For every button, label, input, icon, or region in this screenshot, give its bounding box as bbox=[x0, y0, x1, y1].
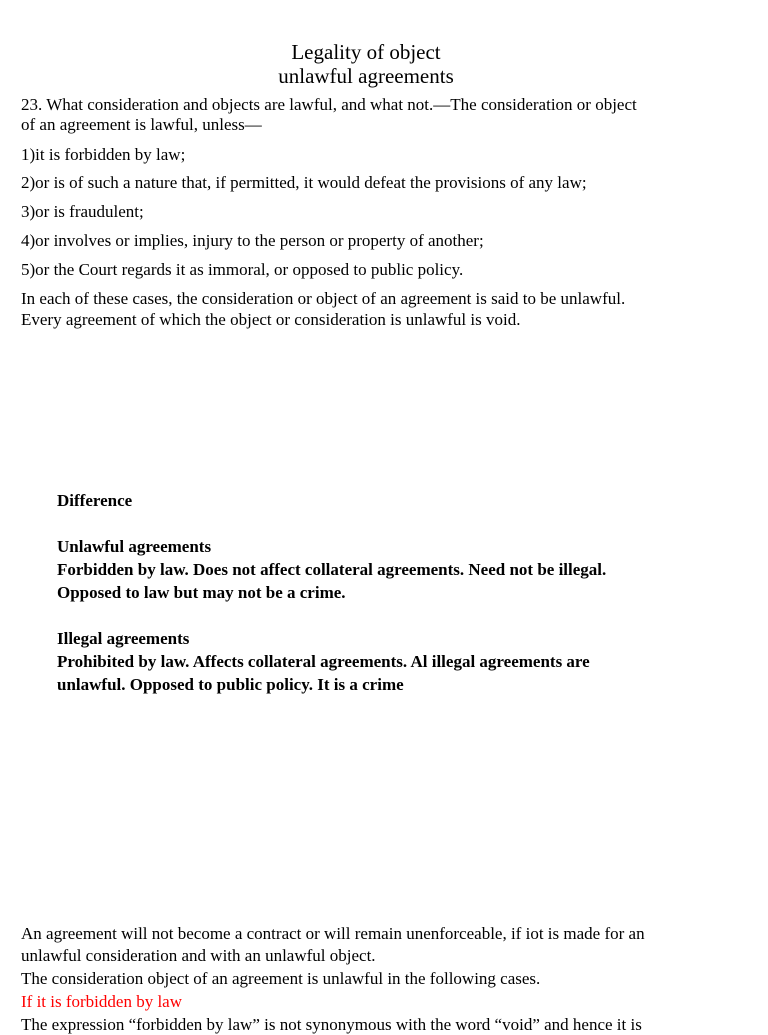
footer-line-cut: The expression “forbidden by law” is not synonymous with the word “void” and hence it is bbox=[21, 1015, 642, 1034]
unlawful-agreements-line-2: Opposed to law but may not be a crime. bbox=[57, 583, 346, 602]
section-23-heading-line-1: 23. What consideration and objects are lawful, and what not.—The consideration or object bbox=[21, 95, 637, 114]
list-item-1: 1)it is forbidden by law; bbox=[21, 145, 186, 164]
illegal-agreements-line-2: unlawful. Opposed to public policy. It is a crime bbox=[57, 675, 404, 694]
list-item-2: 2)or is of such a nature that, if permitted, it would defeat the provisions of any law; bbox=[21, 173, 587, 192]
document-subtitle: unlawful agreements bbox=[278, 64, 454, 88]
footer-line-3: The consideration object of an agreement is unlawful in the following cases. bbox=[21, 969, 541, 988]
list-item-5: 5)or the Court regards it as immoral, or opposed to public policy. bbox=[21, 260, 464, 279]
section-23-heading-line-2: of an agreement is lawful, unless— bbox=[21, 115, 262, 134]
unlawful-agreements-line-1: Forbidden by law. Does not affect collateral agreements. Need not be illegal. bbox=[57, 560, 607, 579]
conclusion-line-1: In each of these cases, the consideration or object of an agreement is said to be unlawful. bbox=[21, 289, 626, 308]
unlawful-agreements-title: Unlawful agreements bbox=[57, 537, 212, 556]
document-title: Legality of object bbox=[291, 40, 441, 64]
illegal-agreements-line-1: Prohibited by law. Affects collateral agreements. Al illegal agreements are bbox=[57, 652, 590, 671]
footer-line-1: An agreement will not become a contract or will remain unenforceable, if iot is made for an bbox=[21, 924, 645, 943]
footer-line-2: unlawful consideration and with an unlawful object. bbox=[21, 946, 376, 965]
list-item-4: 4)or involves or implies, injury to the person or property of another; bbox=[21, 231, 484, 250]
list-item-3: 3)or is fraudulent; bbox=[21, 202, 144, 221]
conclusion-line-2: Every agreement of which the object or consideration is unlawful is void. bbox=[21, 310, 521, 329]
difference-heading: Difference bbox=[57, 491, 133, 510]
illegal-agreements-title: Illegal agreements bbox=[57, 629, 190, 648]
forbidden-by-law-heading: If it is forbidden by law bbox=[21, 992, 182, 1011]
